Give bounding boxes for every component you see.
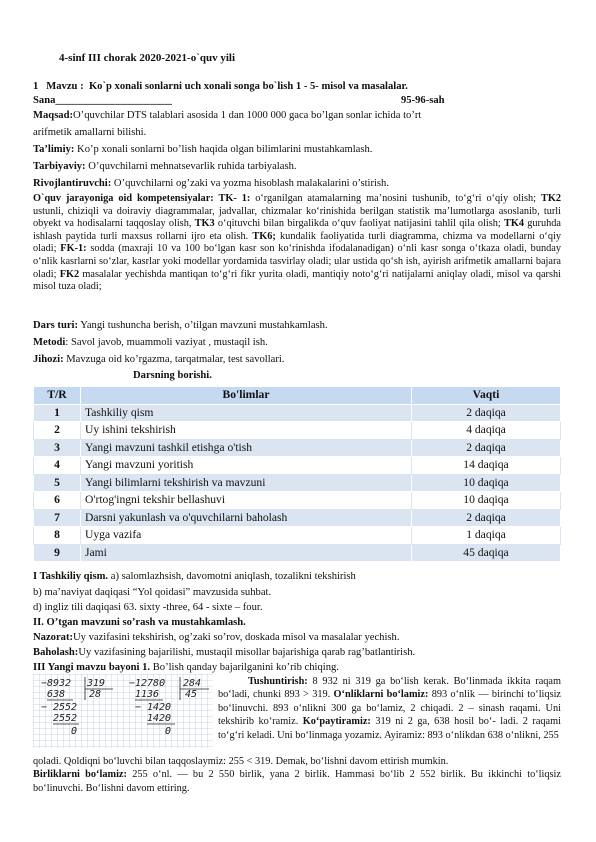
nazorat-label: Nazorat:	[33, 632, 74, 643]
right-dividend: 12780	[135, 678, 166, 689]
explanation-paragraph	[218, 675, 561, 742]
english-minute-line: d) ingliz tili daqiqasi 63. sixty -three, 64 - sixte – four.	[33, 602, 263, 613]
right-quotient: 45	[185, 689, 198, 700]
metodi-text: : Savol javob, muammoli vaziyat , mustaqil ish.	[65, 337, 268, 348]
page-reference: 95-96-sah	[401, 95, 445, 106]
left-divisor: 319	[87, 678, 106, 689]
tashkiliy-line	[33, 570, 356, 583]
row-section: O'rtog'ingni tekshir bellashuvi	[81, 492, 412, 510]
tashkiliy-text: a) salomlazhsish, davomotni aniqlash, tozalikni tekshirish	[108, 571, 356, 582]
birliklar-label: Birliklarni bo‘lamiz:	[33, 769, 127, 781]
metodi-label: Metodi	[33, 337, 66, 348]
row-number: 5	[34, 474, 81, 492]
explanation-text-5: 255 o‘nl. — bu 2 550 birlik, yana 2 birlik. Hammasi bo‘lib 2 552 birlik. Bu ikkinchi to‘liqsiz bo‘linuvchi. Bo‘lishni davom ettiring.	[33, 769, 561, 794]
competency-text-4: guruhda ishlash paytida turli maxsus rollarni ijro eta olish.	[33, 218, 561, 242]
row-number: 7	[34, 509, 81, 527]
lesson-topic-line	[33, 80, 408, 93]
table-row	[34, 457, 561, 475]
row-number: 4	[34, 457, 81, 475]
header-time: Vaqti	[412, 387, 561, 405]
row-section: Jami	[81, 544, 412, 562]
row-section: Yangi mavzuni yoritish	[81, 457, 412, 475]
topic-label: Mavzu :	[46, 81, 84, 92]
table-header-row	[34, 387, 561, 405]
left-minus-2: −	[41, 702, 48, 713]
row-time: 4 daqiqa	[412, 422, 561, 440]
nazorat-line	[33, 631, 399, 644]
table-row	[34, 492, 561, 510]
table-row	[34, 404, 561, 422]
jihozi-label: Jihozi:	[33, 354, 64, 365]
tarbiyaviy-text: O’quvchilarni mehnatsevarlik ruhida tarbiyalash.	[85, 161, 297, 172]
left-dividend: 8932	[47, 678, 72, 689]
competency-text-3: o‘qituvchi bilan birgalikda o‘quv faoliyat natijasini tahlil qila olish;	[214, 218, 504, 230]
table-row	[34, 422, 561, 440]
section-ii-title: II. O’tgan mavzuni so’rash va mustahkamlash.	[33, 617, 246, 628]
competency-text-2: ustunli, chiziqli va doiraviy diagrammalar, jadvallar, chizmalar ko‘rinishida berilgan statistik ma’lumotlarga asoslanib, turli obyekt va hodisalarni taqqoslay olish,	[33, 205, 561, 230]
maqsad-text: O’quvchilar DTS talablari asosida 1 dan 1000 000 gaca bo’lgan sonlar ichida to’rt	[73, 110, 422, 121]
rivoj-line	[33, 177, 389, 190]
explanation-text-2: 893 o‘nlik — birinchi to‘liqsiz bo‘linuvchi. 893 o‘nlikni 300 ga bo‘lamiz, 2 chiqadi. 2 – sinash raqami. Uni tekshirib ko‘ramiz.	[218, 689, 562, 728]
header-section: Bo'limlar	[81, 387, 412, 405]
row-section: Uyga vazifa	[81, 527, 412, 545]
fk2-label: FK2	[59, 268, 80, 280]
jihozi-text: Mavzuga oid ko’rgazma, tarqatmalar, test savollari.	[63, 354, 285, 365]
table-row	[34, 544, 561, 562]
fk1-label: FK-1:	[60, 243, 87, 255]
tk3-label: TK3	[194, 218, 215, 230]
left-minus-1: −	[41, 678, 48, 689]
row-number: 6	[34, 492, 81, 510]
right-sub-2: 1420	[147, 713, 172, 724]
right-remainder-1: 1420	[147, 702, 172, 713]
row-section: Tashkiliy qism	[81, 404, 412, 422]
rivoj-text: O’quvchilarni og’zaki va yozma hisoblash malakalarini o’stirish.	[111, 178, 389, 189]
tarbiyaviy-line	[33, 160, 297, 173]
talimiy-label: Ta’limiy:	[33, 144, 75, 155]
table-row	[34, 439, 561, 457]
tk2-label: TK2	[540, 193, 561, 204]
competency-text-5: kundalik faoliyatida turli diagramma, chizma va modellarni o‘qiy oladi;	[33, 230, 562, 255]
row-time: 14 daqiqa	[412, 457, 561, 475]
competency-text-1: o‘rganilgan atamalarning ma’nosini tushunib, to‘g‘ri o‘qiy olish;	[250, 193, 541, 204]
header-number: T/R	[34, 387, 81, 405]
row-number: 3	[34, 439, 81, 457]
topic-value: Ko`p xonali sonlarni uch xonali songa bo`lish 1 - 5- misol va masalalar.	[88, 81, 408, 92]
tk4-label: TK4	[504, 218, 525, 230]
talimiy-line	[33, 143, 372, 156]
section-iii-title: III Yangi mavzu bayoni 1.	[33, 662, 151, 673]
tashkiliy-label: I Tashkiliy qism.	[33, 571, 109, 582]
rivoj-label: Rivojlantiruvchi:	[33, 178, 112, 189]
left-remainder-1: 2552	[53, 702, 78, 713]
dars-turi-label: Dars turi:	[33, 320, 79, 331]
row-time: 2 daqiqa	[412, 439, 561, 457]
nazorat-text: Uy vazifasini tekshirish, og’zaki so’rov, doskada misol va masalalar yechish.	[73, 632, 400, 643]
row-number: 1	[34, 404, 81, 422]
row-section: Yangi bilimlarni tekshirish va mavzuni	[81, 474, 412, 492]
kopaytiramiz-label: Ko‘paytiramiz:	[302, 716, 371, 728]
left-sub-1: 638	[47, 689, 66, 700]
section-iii-line	[33, 661, 339, 674]
left-quotient: 28	[89, 689, 102, 700]
long-division-figure	[33, 674, 213, 748]
explanation-text-3: 319 ni 2 ga, 638 hosil bo‘- ladi. 2 raqami to‘g‘ri keladi. Uni bo‘linmaga yozamiz. Ayiramiz: 893 o‘nlikdan 638 o‘nlikni, 255	[218, 716, 561, 741]
row-time: 1 daqiqa	[412, 527, 561, 545]
section-iii-text: Bo’lish qanday bajarilganini ko’rib chiqing.	[150, 662, 339, 673]
row-number: 8	[34, 527, 81, 545]
baholash-label: Baholash:	[33, 647, 79, 658]
jihozi-line	[33, 353, 285, 366]
maqsad-line	[33, 109, 421, 122]
right-minus-2: −	[135, 702, 142, 713]
row-time: 45 daqiqa	[412, 544, 561, 562]
right-divisor: 284	[183, 678, 202, 689]
row-number: 9	[34, 544, 81, 562]
tushuntirish-label: Tushuntirish:	[248, 676, 308, 687]
right-sub-1: 1136	[135, 689, 160, 700]
row-section: Uy ishini tekshirish	[81, 422, 412, 440]
date-line: Sana______________________	[33, 95, 172, 106]
manaviyat-line: b) ma’naviyat daqiqasi “Yol qoidasi” mavzusida suhbat.	[33, 587, 272, 598]
dars-turi-text: Yangi tushuncha berish, o’tilgan mavzuni mustahkamlash.	[78, 320, 328, 331]
right-minus-1: −	[129, 678, 136, 689]
table-row	[34, 509, 561, 527]
competency-text-7: masalalar yechishda mantiqan to‘g‘ri fikr yurita oladi, mantiqiy noto‘g‘ri natijalarni aniqlay oladi, misol va qarshi misol tuza oladi;	[33, 268, 562, 293]
tarbiyaviy-label: Tarbiyaviy:	[33, 161, 86, 172]
row-time: 10 daqiqa	[412, 492, 561, 510]
competencies-paragraph	[33, 193, 561, 294]
lesson-number: 1	[33, 81, 39, 92]
lesson-flow-title: Darsning borishi.	[133, 370, 212, 381]
dars-turi-line	[33, 319, 328, 332]
onliklar-label: O‘nliklarni bo‘lamiz:	[333, 689, 429, 701]
row-time: 2 daqiqa	[412, 509, 561, 527]
table-row	[34, 474, 561, 492]
maqsad-label: Maqsad:	[33, 110, 74, 121]
explanation-text-4: qoladi. Qoldiqni bo‘luvchi bilan taqqoslaymiz: 255 < 319. Demak, bo‘lishni davom ettirish mumkin.	[33, 756, 449, 767]
page-title: 4-sinf III chorak 2020-2021-o`quv yili	[59, 52, 236, 64]
row-section: Yangi mavzuni tashkil etishga o'tish	[81, 439, 412, 457]
competency-label: O`quv jarayoniga oid kompetensiyalar: TK- 1:	[33, 193, 251, 204]
explanation-continued	[33, 755, 561, 795]
row-number: 2	[34, 422, 81, 440]
left-final: 0	[71, 726, 78, 737]
maqsad-line-2: arifmetik amallarni bilishi.	[33, 127, 147, 138]
metodi-line	[33, 336, 268, 349]
baholash-line	[33, 646, 415, 659]
table-row	[34, 527, 561, 545]
tk6-label: TK6;	[252, 230, 276, 242]
left-sub-2: 2552	[53, 713, 78, 724]
competency-text-6: sodda (maxraji 10 va 100 bo‘lgan kasr son ko‘rinishda ifodalanadigan) o‘nli kasr songa o‘tkaza oladi, bunday o‘nlik kasrlarni so‘zlar, kasrlar yoki modellar yordamida tasvirlay oladi; ular ustida qo‘sh ish, ayirish arifmetik amallarni bajara oladi;	[33, 243, 561, 280]
lesson-schedule-table	[33, 386, 561, 562]
row-section: Darsni yakunlash va o'quvchilarni baholash	[81, 509, 412, 527]
explanation-text-1: 8 932 ni 319 ga bo‘lish kerak. Bo‘linmada ikkita raqam bo‘ladi, chunki 893 > 319.	[218, 676, 561, 701]
right-final: 0	[165, 726, 172, 737]
talimiy-text: Ko’p xonali sonlarni bo’lish haqida olgan bilimlarini mustahkamlash.	[74, 144, 373, 155]
row-time: 10 daqiqa	[412, 474, 561, 492]
table-body	[34, 404, 561, 562]
baholash-text: Uy vazifasining bajarilishi, mustaqil misollar bajarishiga qarab rag’batlantirish.	[78, 647, 416, 658]
row-time: 2 daqiqa	[412, 404, 561, 422]
